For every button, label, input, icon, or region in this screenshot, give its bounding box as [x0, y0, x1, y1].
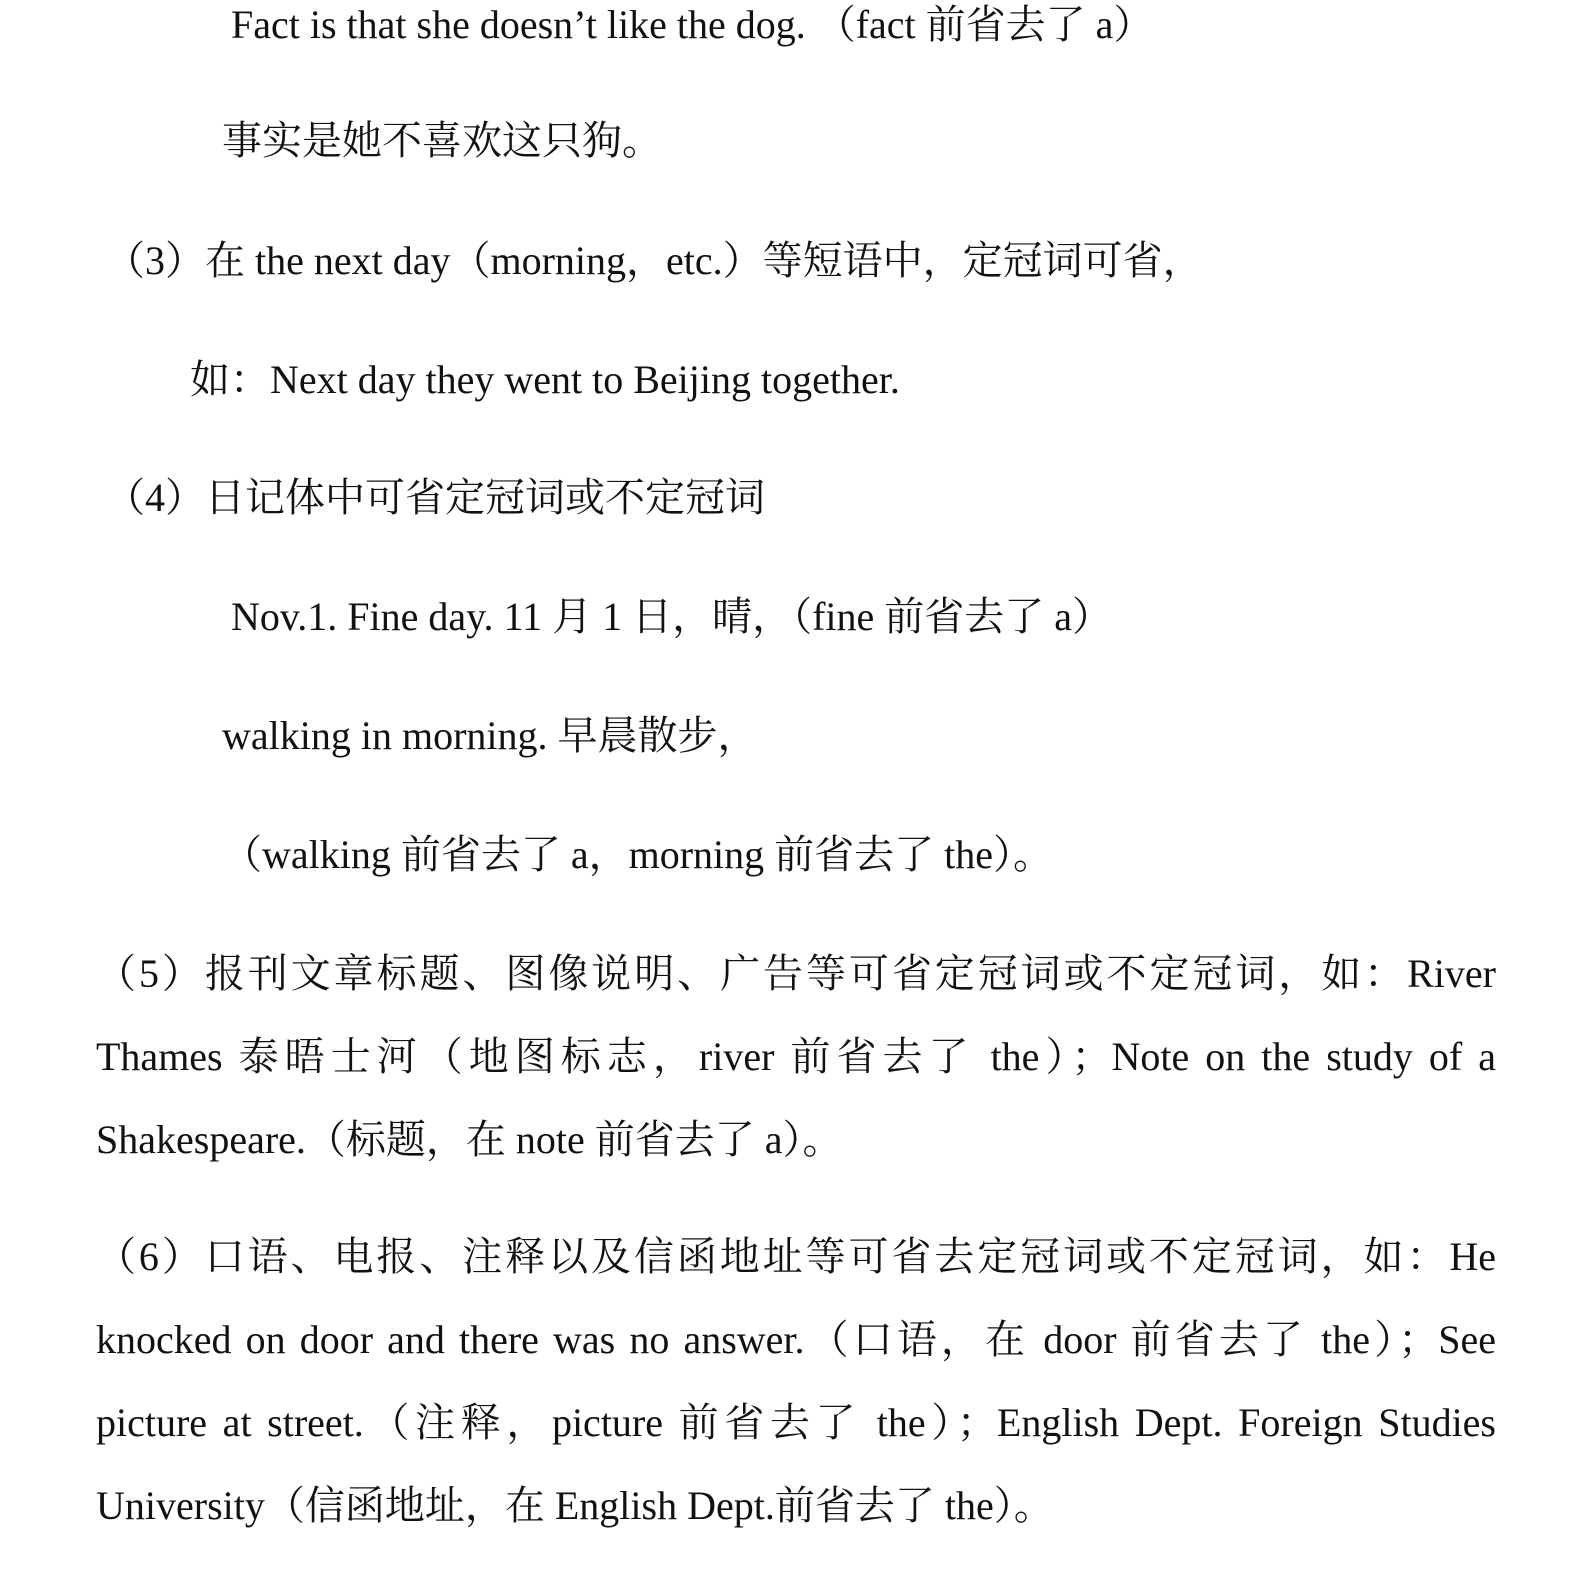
- rule-3-heading: （3）在 the next day（morning，etc.）等短语中，定冠词可省，: [105, 238, 1203, 283]
- rule-4-example-walking: walking in morning. 早晨散步，: [222, 713, 758, 758]
- rule-4-heading: （4）日记体中可省定冠词或不定冠词: [105, 475, 765, 520]
- example-fact-chinese: 事实是她不喜欢这只狗。: [222, 118, 662, 163]
- example-fact-english: Fact is that she doesn’t like the dog. （fact 前省去了 a）: [231, 2, 1154, 47]
- rule-4-example-note: （walking 前省去了 a，morning 前省去了 the）。: [222, 832, 1054, 877]
- rule-3-example: 如：Next day they went to Beijing together.: [190, 357, 900, 402]
- rule-5-paragraph: （5）报刊文章标题、图像说明、广告等可省定冠词或不定冠词，如：River Thames 泰晤士河（地图标志，river 前省去了 the）；Note on the study of a Shakespeare.（标题，在 note 前省去了 a）。: [96, 951, 1496, 1162]
- rule-6-paragraph: （6）口语、电报、注释以及信函地址等可省去定冠词或不定冠词，如：He knocked on door and there was no answer.（口语，在 door 前省去了 the）；See picture at street.（注释，picture 前省去了 the）；English Dept. Foreign Studies University（信函地址，在 English Dept.前省去了 the）。: [96, 1234, 1496, 1528]
- rule-4-example-date: Nov.1. Fine day. 11 月 1 日，晴，（fine 前省去了 a）: [231, 594, 1113, 639]
